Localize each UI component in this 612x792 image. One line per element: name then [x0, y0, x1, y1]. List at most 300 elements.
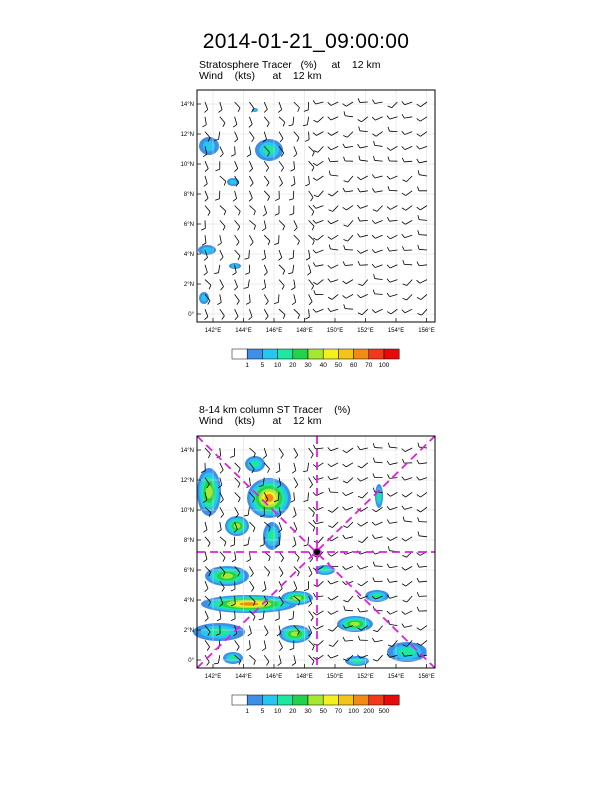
wind-barb [249, 640, 250, 648]
wind-barb-feather [374, 274, 375, 278]
wind-barb-feather [357, 295, 360, 298]
colorbar-swatch [278, 695, 293, 705]
wind-barb [264, 265, 267, 272]
wind-barb [317, 235, 323, 240]
wind-barb-feather [344, 181, 348, 183]
wind-barb-feather [224, 181, 226, 185]
wind-barb-feather [372, 235, 375, 238]
wind-barb-feather [312, 661, 314, 665]
wind-barb-feather [313, 309, 316, 312]
wind-barb [390, 492, 397, 496]
wind-barb [421, 640, 427, 645]
wind-barb-feather [417, 104, 421, 106]
wind-barb [249, 206, 255, 211]
wind-barb-feather [343, 240, 347, 242]
wind-barb [390, 176, 397, 179]
wind-barb-feather [343, 566, 346, 569]
wind-barb-feather [387, 293, 390, 297]
wind-barb-feather [223, 123, 225, 127]
wind-barb-feather [387, 176, 390, 179]
wind-barb-feather [238, 227, 240, 231]
wind-barb [294, 146, 297, 153]
wind-barb-feather [417, 607, 419, 611]
wind-barb-feather [343, 581, 346, 584]
tracer-contour [202, 247, 213, 253]
lon-label: 146°E [265, 674, 283, 680]
wind-barb-feather [265, 316, 268, 319]
wind-barb [390, 611, 397, 614]
wind-barb-feather [235, 316, 238, 319]
colorbar-swatch [354, 349, 369, 359]
wind-barb [294, 566, 300, 572]
wind-barb-feather [236, 242, 239, 246]
wind-barb-feather [359, 126, 360, 130]
wind-barb [420, 492, 427, 497]
wind-barb [309, 522, 315, 527]
wind-barb [264, 117, 269, 123]
wind-barb [390, 280, 398, 283]
wind-barb [377, 626, 382, 632]
wind-barb-feather [245, 258, 249, 259]
wind-barb [361, 581, 367, 586]
wind-barb-feather [328, 297, 332, 299]
wind-barb [279, 280, 284, 286]
wind-barb-feather [308, 603, 311, 606]
wind-barb [264, 309, 268, 316]
wind-barb-feather [238, 468, 240, 472]
wind-barb-feather [343, 261, 345, 265]
wind-barb [390, 596, 398, 598]
wind-barb-feather [417, 578, 419, 582]
wind-barb [220, 537, 226, 542]
wind-barb-feather [357, 478, 360, 481]
wind-barb-feather [238, 108, 240, 112]
colorbar-label: 100 [378, 362, 390, 369]
wind-barb [264, 655, 269, 661]
wind-barb-feather [417, 592, 419, 596]
wind-barb-feather [288, 273, 292, 274]
wind-barb-feather [328, 221, 331, 224]
wind-barb-feather [230, 545, 234, 547]
wind-barb [235, 463, 241, 469]
wind-barb [419, 146, 427, 149]
wind-barb-feather [292, 663, 296, 666]
lat-label: 2°N [183, 628, 194, 634]
wind-barb [362, 537, 368, 543]
tracer-contour [229, 180, 236, 185]
wind-barb [375, 220, 382, 223]
wind-barb [375, 522, 382, 525]
lon-label: 150°E [326, 674, 344, 680]
wind-barb [405, 611, 412, 615]
wind-barb [392, 102, 398, 108]
wind-barb [235, 206, 241, 212]
wind-barb-feather [372, 174, 375, 178]
wind-barb-feather [203, 559, 207, 562]
wind-barb [279, 117, 285, 122]
wind-barb [294, 280, 295, 288]
colorbar-swatch [338, 349, 353, 359]
wind-barb [279, 265, 285, 271]
wind-barb [360, 146, 368, 148]
wind-barb [390, 265, 397, 268]
wind-barb [205, 611, 208, 618]
colorbar-swatch [262, 695, 277, 705]
wind-barb-feather [214, 663, 218, 664]
wind-barb-feather [358, 466, 362, 468]
wind-barb [235, 250, 240, 256]
wind-barb [279, 220, 285, 226]
wind-barb [345, 537, 353, 539]
wind-barb-feather [417, 146, 420, 149]
wind-barb-feather [402, 193, 406, 195]
wind-barb [420, 280, 427, 284]
wind-barb-feather [372, 509, 376, 512]
wind-barb-feather [344, 245, 345, 249]
tracer-contour [208, 628, 230, 636]
wind-barb-feather [205, 589, 208, 592]
wind-barb-feather [260, 545, 264, 547]
wind-barb-feather [387, 519, 389, 523]
lat-label: 0° [188, 312, 194, 318]
wind-barb [404, 626, 412, 628]
wind-barb-feather [305, 140, 309, 142]
wind-barb-feather [387, 461, 389, 465]
wind-barb-feather [313, 241, 315, 245]
wind-barb [264, 161, 268, 168]
wind-barb [419, 566, 427, 567]
wind-barb-feather [279, 648, 282, 651]
wind-barb-feather [279, 589, 282, 592]
wind-barb-feather [244, 545, 248, 546]
wind-barb-feather [418, 245, 419, 249]
wind-barb-feather [372, 522, 375, 525]
wind-barb-feather [403, 517, 404, 521]
wind-barb-feather [314, 290, 316, 294]
wind-barb-feather [387, 312, 391, 314]
wind-barb-feather [312, 286, 314, 290]
wind-barb [293, 250, 294, 258]
wind-barb-feather [358, 188, 360, 192]
wind-barb-feather [290, 648, 294, 650]
wind-barb [405, 537, 412, 541]
bottom-panel-title: 8-14 km column ST Tracer (%) [199, 404, 351, 416]
wind-barb-feather [402, 538, 406, 541]
wind-barb-feather [289, 125, 293, 126]
wind-barb-feather [313, 520, 315, 524]
wind-barb-feather [373, 156, 374, 160]
wind-barb [218, 265, 219, 273]
wind-barb-feather [283, 315, 285, 319]
wind-barb [279, 640, 283, 647]
lat-label: 4°N [183, 252, 194, 258]
wind-barb [264, 581, 266, 589]
wind-barb [279, 161, 284, 167]
wind-barb [346, 463, 353, 467]
wind-barb-feather [223, 558, 225, 562]
wind-barb-feather [312, 226, 314, 230]
wind-barb-feather [275, 619, 279, 621]
wind-barb-feather [215, 199, 219, 200]
lat-label: 0° [188, 658, 194, 664]
wind-barb-feather [249, 198, 252, 201]
wind-barb-feather [402, 298, 406, 300]
wind-barb [331, 102, 338, 105]
wind-barb-feather [204, 317, 207, 320]
wind-barb [346, 280, 353, 284]
wind-barb-feather [328, 265, 331, 268]
wind-barb [346, 492, 353, 495]
colorbar-label: 100 [348, 708, 360, 715]
colorbar-swatch [293, 349, 308, 359]
wind-barb-feather [283, 226, 285, 230]
wind-barb-feather [357, 205, 360, 208]
wind-barb [360, 448, 368, 450]
wind-barb [316, 102, 324, 104]
wind-barb [375, 640, 383, 641]
center-point-marker [314, 549, 321, 556]
wind-barb [362, 117, 368, 122]
wind-barb [345, 640, 353, 641]
wind-barb [330, 161, 338, 162]
lat-label: 2°N [183, 282, 194, 288]
wind-barb-feather [222, 316, 225, 320]
wind-barb [309, 478, 313, 485]
wind-barb-feather [310, 485, 313, 488]
wind-barb [249, 132, 254, 138]
lat-label: 12°N [180, 132, 194, 138]
wind-barb-feather [246, 560, 250, 562]
wind-barb-feather [246, 302, 250, 304]
wind-barb [361, 478, 368, 482]
colorbar-swatch [308, 349, 323, 359]
wind-barb-feather [250, 242, 253, 245]
wind-barb-feather [238, 498, 240, 502]
wind-barb [294, 507, 296, 515]
wind-barb [345, 146, 353, 147]
lon-label: 144°E [235, 328, 252, 334]
wind-barb [419, 235, 427, 236]
wind-barb-feather [329, 210, 333, 212]
colorbar-swatch [247, 695, 262, 705]
wind-barb-feather [402, 146, 405, 149]
lon-label: 156°E [418, 328, 435, 334]
wind-barb-feather [402, 624, 404, 628]
wind-barb [348, 596, 353, 602]
wind-barb-feather [313, 527, 314, 531]
wind-barb-feather [343, 188, 345, 192]
wind-barb-feather [388, 186, 389, 190]
wind-barb-feather [244, 287, 248, 288]
wind-barb-feather [388, 106, 392, 108]
wind-barb-feather [357, 566, 360, 569]
wind-barb-feather [328, 476, 331, 480]
wind-barb [361, 294, 368, 297]
wind-barb-feather [291, 287, 295, 289]
wind-barb-feather [247, 154, 251, 156]
wind-barb-feather [387, 217, 389, 221]
wind-barb-feather [204, 272, 208, 275]
wind-barb [235, 132, 238, 139]
wind-barb [332, 522, 338, 528]
wind-barb [264, 191, 269, 197]
wind-barb-feather [254, 660, 256, 664]
wind-barb [420, 206, 427, 210]
wind-barb [318, 146, 323, 152]
wind-barb-feather [262, 589, 266, 592]
wind-barb-feather [329, 645, 333, 647]
wind-barb [264, 235, 270, 241]
wind-barb-feather [328, 308, 331, 312]
wind-barb-feather [263, 213, 267, 216]
wind-barb [220, 206, 226, 211]
wind-barb [316, 220, 323, 223]
lon-label: 150°E [326, 328, 344, 334]
wind-barb [264, 294, 268, 301]
wind-barb [361, 507, 368, 511]
wind-barb-feather [205, 618, 208, 621]
wind-barb [205, 176, 207, 184]
wind-barb [205, 132, 210, 138]
colorbar-swatch [354, 695, 369, 705]
lat-label: 6°N [183, 568, 194, 574]
colorbar-label: 20 [289, 708, 297, 715]
wind-barb-feather [373, 562, 374, 566]
wind-barb [390, 235, 397, 239]
colorbar-swatch [369, 349, 384, 359]
wind-barb-feather [274, 243, 278, 244]
wind-barb [220, 176, 226, 181]
wind-barb [309, 294, 313, 301]
wind-barb [317, 640, 323, 645]
wind-barb [264, 132, 266, 140]
wind-barb [375, 176, 383, 178]
wind-barb [345, 265, 353, 266]
wind-barb [294, 294, 296, 302]
wind-barb-feather [387, 279, 390, 282]
wind-barb [249, 294, 250, 302]
wind-barb [407, 176, 413, 182]
wind-barb [264, 102, 267, 109]
wind-barb [375, 294, 383, 295]
wind-barb [205, 265, 207, 273]
wind-barb [205, 206, 210, 212]
wind-barb [360, 191, 368, 192]
wind-barb-feather [295, 485, 298, 488]
wind-barb [264, 448, 266, 456]
wind-barb-feather [297, 572, 299, 576]
wind-barb-feather [309, 574, 312, 577]
wind-barb-feather [357, 177, 360, 180]
wind-barb [294, 655, 296, 663]
wind-barb [377, 206, 383, 212]
wind-barb-feather [328, 147, 331, 150]
wind-barb [375, 537, 383, 539]
wind-barb-feather [251, 588, 254, 592]
wind-barb-feather [311, 197, 314, 201]
wind-barb-feather [306, 258, 310, 260]
wind-barb [279, 463, 280, 471]
wind-barb [249, 478, 250, 486]
wind-barb-feather [297, 138, 299, 142]
wind-barb-feather [402, 506, 405, 510]
bottom-map-panel [180, 436, 435, 736]
wind-barb-feather [343, 507, 346, 510]
wind-barb-feather [313, 163, 317, 166]
colorbar-swatch [384, 349, 399, 359]
wind-barb [309, 132, 310, 140]
wind-barb-feather [328, 611, 331, 614]
wind-barb [205, 161, 208, 168]
wind-barb-feather [262, 287, 266, 289]
wind-barb-feather [402, 494, 406, 497]
wind-barb [419, 249, 427, 250]
tracer-contour [398, 648, 415, 657]
wind-barb-feather [358, 284, 362, 286]
wind-barb-feather [281, 168, 283, 172]
wind-barb-feather [237, 647, 239, 651]
wind-barb-feather [275, 214, 279, 216]
wind-barb [347, 448, 353, 453]
colorbar-label: 70 [365, 362, 373, 369]
wind-barb [308, 463, 309, 471]
wind-barb [294, 132, 299, 138]
wind-barb [405, 146, 412, 149]
wind-barb-feather [266, 301, 269, 305]
wind-barb [248, 537, 249, 545]
wind-barb [419, 161, 427, 163]
wind-barb-feather [388, 546, 389, 550]
wind-barb [220, 117, 225, 123]
tracer-contour [293, 596, 302, 600]
wind-barb-feather [234, 287, 237, 290]
colorbar-label: 40 [319, 362, 327, 369]
wind-barb [235, 492, 241, 498]
lon-label: 146°E [265, 328, 283, 334]
wind-barb-feather [372, 117, 375, 120]
wind-barb [294, 522, 297, 529]
wind-barb-feather [268, 241, 270, 245]
wind-barb-feather [387, 474, 389, 478]
wind-barb-feather [402, 310, 405, 313]
wind-barb [331, 448, 338, 451]
wind-barb [293, 611, 294, 619]
wind-barb [220, 507, 224, 514]
wind-barb-feather [314, 195, 318, 197]
wind-barb-feather [283, 270, 285, 274]
lon-label: 142°E [204, 674, 222, 680]
wind-barb-feather [291, 169, 295, 171]
wind-barb-feather [205, 169, 208, 172]
wind-barb-feather [279, 183, 282, 186]
wind-barb-feather [343, 450, 347, 452]
wind-barb-feather [262, 648, 266, 650]
wind-barb [220, 448, 221, 456]
wind-barb-feather [329, 488, 330, 492]
wind-barb-feather [249, 169, 252, 172]
wind-barb-feather [292, 544, 296, 547]
wind-barb [360, 160, 368, 161]
wind-barb-feather [238, 256, 240, 260]
wind-barb [264, 176, 269, 182]
wind-barb-feather [283, 122, 285, 126]
wind-barb-feather [344, 111, 345, 115]
wind-barb-feather [311, 454, 313, 458]
wind-barb-feather [358, 98, 360, 102]
colorbar-label: 10 [273, 708, 282, 715]
colorbar-label: 5 [260, 362, 265, 369]
colorbar-swatch [262, 349, 277, 359]
